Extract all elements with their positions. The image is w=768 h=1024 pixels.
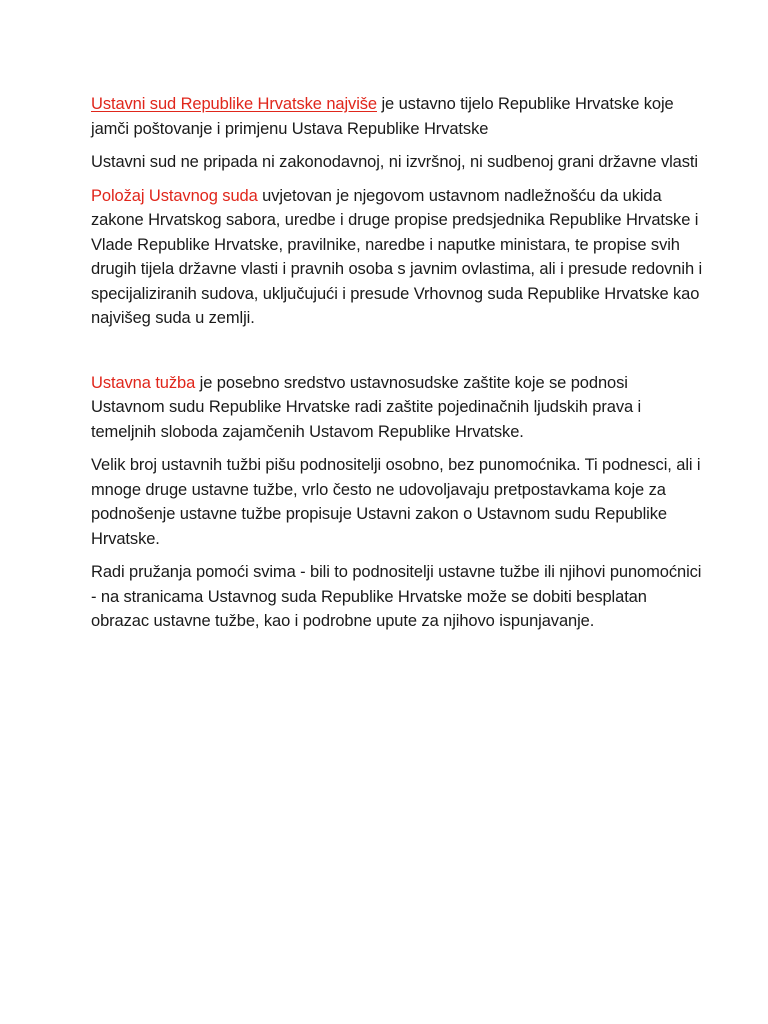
paragraph-text: Velik broj ustavnih tužbi pišu podnositelji osobno, bez punomoćnika. Ti podnesci, ali i mnoge druge ustavne tužbe, vrlo često ne udovoljavaju pretpostavkama koje za podnošenje ustavne tužbe propisuje Ustavni zakon o Ustavnom sudu Republike Hrvatske. [91,456,701,548]
paragraph-polozaj [91,184,703,331]
paragraph-pomoc [91,560,703,634]
paragraph-text: Ustavni sud ne pripada ni zakonodavnoj, ni izvršnoj, ni sudbenoj grani državne vlasti [91,153,698,171]
highlight-ustavna-tuzba: Ustavna tužba [91,373,196,392]
highlight-polozaj: Položaj Ustavnog suda [91,186,258,205]
highlight-link-ustavni-sud[interactable]: Ustavni sud Republike Hrvatske najviše [91,95,377,113]
paragraph-intro [91,92,703,141]
paragraph-text: je posebno sredstvo ustavnosudske zaštite koje se podnosi Ustavnom sudu Republike Hrvatske radi zaštite pojedinačnih ljudskih prava i temeljnih sloboda zajamčenih Ustavom Republike Hrvatske. [91,373,642,441]
paragraph-ustavna-tuzba [91,371,703,445]
paragraph-branch [91,150,703,175]
paragraph-text: je ustavno tijelo Republike Hrvatske koje jamči poštovanje i primjenu Ustava Republike Hrvatske [91,95,674,138]
paragraph-text: Radi pružanja pomoći svima - bili to podnositelji ustavne tužbe ili njihovi punomoćnici - na stranicama Ustavnog suda Republike Hrvatske može se dobiti besplatan obrazac ustavne tužbe, kao i podrobne upute za njihovo ispunjavanje. [91,563,702,630]
document-page [91,92,703,643]
paragraph-text: uvjetovan je njegovom ustavnom nadležnošću da ukida zakone Hrvatskog sabora, uredbe i druge propise predsjednika Republike Hrvatske i Vlade Republike Hrvatske, pravilnike, naredbe i naputke ministara, te propise svih drugih tijela državne vlasti i pravnih osoba s javnim ovlastima, ali i presude redovnih i specijaliziranih sudova, uključujući i presude Vrhovnog suda Republike Hrvatske kao najvišeg suda u zemlji. [91,186,703,327]
paragraph-podnositelji [91,453,703,551]
